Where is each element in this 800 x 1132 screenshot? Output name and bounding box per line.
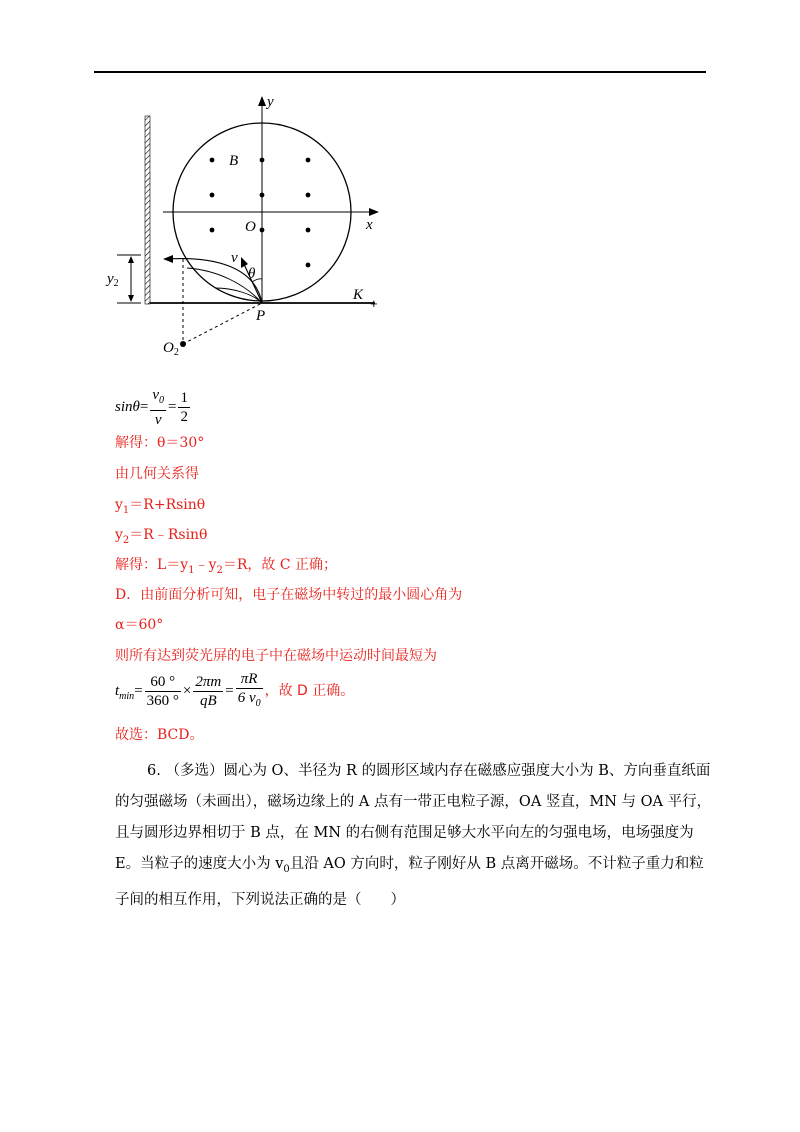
label-plus: +: [370, 296, 378, 311]
eq1-frac-v0-v: $\frac{v_0}{v}$: [152, 387, 165, 428]
line-y2: $y_2=R﹣Rsin\theta$: [115, 527, 208, 546]
line-l-result: 解得：$L=y_1﹣y_2=R$，故 C 正确；: [115, 557, 338, 576]
label-theta: θ: [248, 266, 256, 282]
line-answer: 故选：BCD。: [115, 727, 204, 743]
label-k: K: [353, 287, 364, 303]
magnetic-field-diagram: [105, 92, 395, 367]
screen-wall: [145, 116, 150, 304]
field-dots: [210, 158, 311, 268]
o2-point: [180, 341, 186, 347]
line-y1: $y_1=R+Rsin\theta$: [115, 497, 206, 516]
eq2-suffix: ，故 D 正确。: [264, 682, 355, 699]
label-y2: $y_2$: [107, 271, 119, 289]
line-option-d: D．由前面分析可知，电子在磁场中转过的最小圆心角为: [115, 587, 463, 603]
label-o: O: [245, 219, 256, 235]
eq1-lhs: sinθ: [115, 398, 140, 415]
question-text: （多选）圆心为 O、半径为 R 的圆形区域内存在磁感应强度大小为 B、方向垂直纸面的匀强磁场（未画出），磁场边缘上的 A 点有一带正电粒子源，OA 竖直，MN 与 OA 平行，且与圆形边界相切于 B 点，在 MN 的右侧有范围足够大水平向左的匀强电场，电场强度为 E。当粒子的速度大小为 $v_0$且沿 AO 方向时，粒子刚好从 B 点离开磁场。不计粒子重力和粒子间的相互作用，下列说法正确的是（ ）: [115, 763, 712, 908]
line-shortest-time: 则所有达到荧光屏的电子中在磁场中运动时间最短为: [115, 648, 437, 664]
question-6: [115, 756, 715, 916]
label-o2: $O_2$: [163, 340, 179, 358]
eq1-frac-half: $\frac{1}{2}$: [180, 390, 188, 425]
dashed-diagonal: [183, 303, 262, 344]
x-axis-arrow: [369, 208, 379, 216]
label-b: B: [229, 153, 239, 169]
label-v: v: [231, 250, 238, 266]
y-axis-arrow: [258, 96, 266, 106]
label-p: P: [256, 308, 266, 324]
label-x: x: [366, 217, 373, 233]
header-rule: [94, 71, 706, 73]
eq2-frac-angle: $\frac{60 ^\circ}{360 ^\circ}$: [146, 674, 179, 709]
equation-tmin: $t_{min}=$ $\frac{60 ^\circ}{360 ^\circ}$ × $\frac{2\pi m}{qB}$ = $\frac{\pi R}{6 v_0}$ ，故 D 正确。: [115, 670, 354, 713]
label-y: y: [267, 94, 274, 110]
line-geometry: 由几何关系得: [115, 466, 199, 482]
eq2-frac-result: $\frac{\pi R}{6 v_0}$: [237, 671, 261, 709]
equation-sin-theta: sinθ= $\frac{v_0}{v}$ = $\frac{1}{2}$: [115, 387, 188, 428]
line-alpha: α＝60°: [115, 617, 164, 633]
eq2-frac-period: $\frac{2\pi m}{qB}$: [195, 674, 222, 709]
question-number: 6.: [147, 763, 161, 779]
line-theta-result: 解得：θ＝30°: [115, 435, 205, 451]
trajectory-arrow: [163, 255, 173, 263]
